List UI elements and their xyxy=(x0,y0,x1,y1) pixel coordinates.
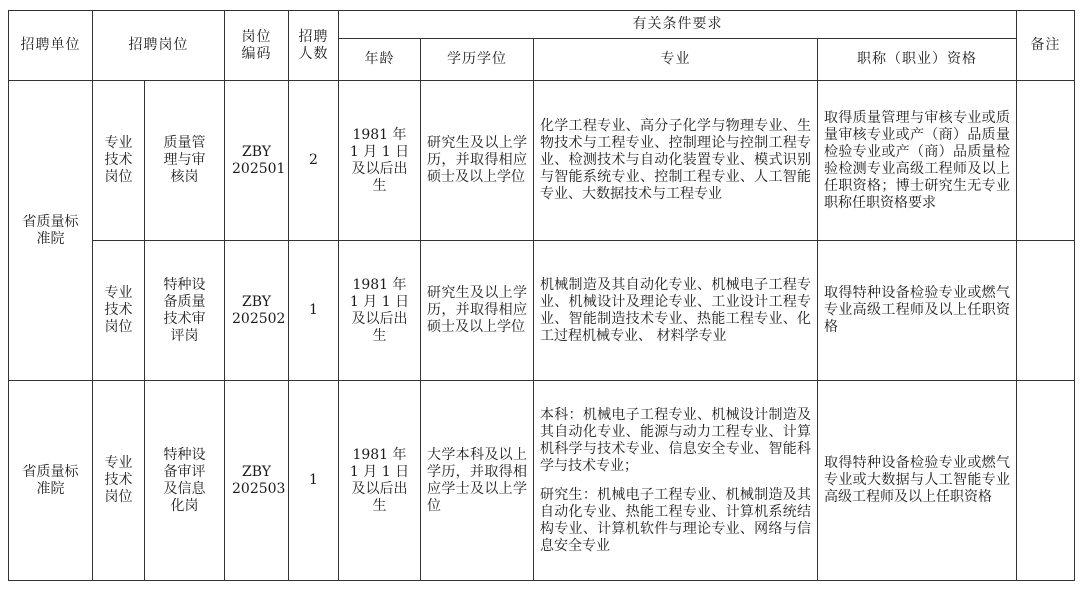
recruitment-table xyxy=(8,10,1075,581)
count-cell: 2 xyxy=(289,81,339,241)
education-cell: 研究生及以上学历，并取得相应硕士及以上学位 xyxy=(421,81,534,241)
table-row xyxy=(9,81,1075,241)
unit-cell: 省质量标准院 xyxy=(9,381,93,581)
age-cell: 1981 年 1 月 1 日及以后出生 xyxy=(339,81,421,241)
table-row xyxy=(9,241,1075,381)
title-qual-cell: 取得特种设备检验专业或燃气专业高级工程师及以上任职资格 xyxy=(818,241,1017,381)
major-cell xyxy=(534,381,818,581)
header-count: 招聘人数 xyxy=(289,11,339,81)
major-cell: 化学工程专业、高分子化学与物理专业、生物技术与工程专业、控制理论与控制工程专业、检测技术与自动化装置专业、模式识别与智能系统专业、控制工程专业、人工智能专业、大数据技术与工程专业 xyxy=(534,81,818,241)
post-cell: 特种设备质量技术审评岗 xyxy=(145,241,225,381)
header-education: 学历学位 xyxy=(421,39,534,81)
remark-cell xyxy=(1017,81,1075,241)
remark-cell xyxy=(1017,241,1075,381)
count-cell: 1 xyxy=(289,241,339,381)
major-grad: 研究生：机械电子工程专业、机械制造及其自动化专业、热能工程专业、计算机系统结构专业、计算机软件与理论专业、网络与信息安全专业 xyxy=(540,486,811,554)
header-remark: 备注 xyxy=(1017,11,1075,81)
title-qual-cell: 取得质量管理与审核专业或质量审核专业或产（商）品质量检验专业或产（商）品质量检验检测专业高级工程师及以上任职资格；博士研究生无专业职称任职资格要求 xyxy=(818,81,1017,241)
age-cell: 1981 年 1 月 1 日及以后出生 xyxy=(339,381,421,581)
major-undergrad: 本科：机械电子工程专业、机械设计制造及其自动化专业、能源与动力工程专业、计算机科学与技术专业、信息安全专业、智能科学与技术专业； xyxy=(540,406,811,474)
header-conditions: 有关条件要求 xyxy=(339,11,1017,39)
remark-cell xyxy=(1017,381,1075,581)
age-cell: 1981 年 1 月 1 日及以后出生 xyxy=(339,241,421,381)
code-cell: ZBY 202503 xyxy=(225,381,289,581)
category-cell: 专业技术岗位 xyxy=(93,381,145,581)
major-cell: 机械制造及其自动化专业、机械电子工程专业、机械设计及理论专业、工业设计工程专业、智能制造技术专业、热能工程专业、化工过程机械专业、 材料学专业 xyxy=(534,241,818,381)
title-qual-cell: 取得特种设备检验专业或燃气专业或大数据与人工智能专业高级工程师及以上任职资格 xyxy=(818,381,1017,581)
header-title-qual: 职称（职业）资格 xyxy=(818,39,1017,81)
post-cell: 特种设备审评及信息化岗 xyxy=(145,381,225,581)
code-cell: ZBY 202502 xyxy=(225,241,289,381)
category-cell: 专业技术岗位 xyxy=(93,81,145,241)
header-major: 专业 xyxy=(534,39,818,81)
education-cell: 研究生及以上学历，并取得相应硕士及以上学位 xyxy=(421,241,534,381)
header-position: 招聘岗位 xyxy=(93,11,225,81)
header-age: 年龄 xyxy=(339,39,421,81)
post-cell: 质量管理与审核岗 xyxy=(145,81,225,241)
code-cell: ZBY 202501 xyxy=(225,81,289,241)
header-unit: 招聘单位 xyxy=(9,11,93,81)
header-code: 岗位编码 xyxy=(225,11,289,81)
count-cell: 1 xyxy=(289,381,339,581)
category-cell: 专业技术岗位 xyxy=(93,241,145,381)
education-cell: 大学本科及以上学历，并取得相应学士及以上学位 xyxy=(421,381,534,581)
table-row xyxy=(9,381,1075,581)
unit-cell: 省质量标准院 xyxy=(9,81,93,381)
